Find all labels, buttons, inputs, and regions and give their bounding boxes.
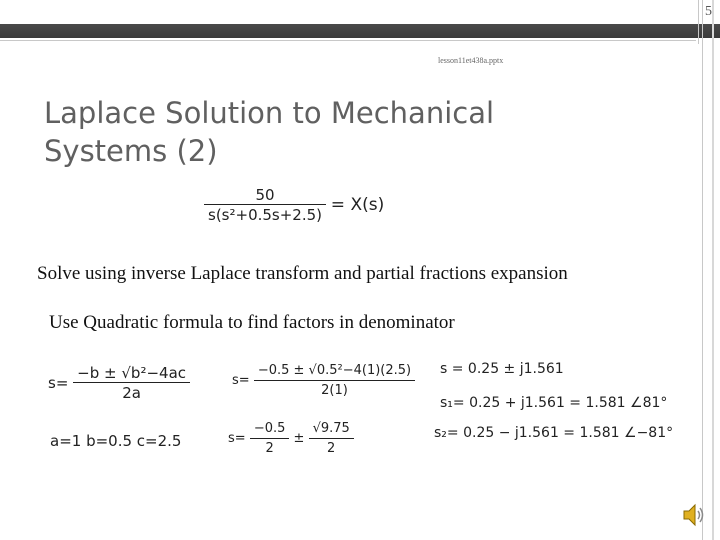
quadratic-formula [48, 364, 190, 402]
side-border [712, 0, 714, 540]
title-line-1: Laplace Solution to Mechanical [44, 96, 495, 130]
sub1-denominator: 2(1) [254, 380, 415, 400]
root-general: s = 0.25 ± j1.561 [440, 361, 564, 377]
bullet-quadratic: Use Quadratic formula to find factors in denominator [49, 312, 455, 333]
sub2-numerator-2: √9.75 [312, 421, 350, 436]
main-equation [204, 186, 384, 224]
side-border [702, 0, 703, 540]
slide-title [44, 94, 644, 170]
sub2-denominator-1: 2 [250, 438, 290, 458]
quad-lhs: s= [48, 374, 69, 392]
sub2-numerator-1: −0.5 [253, 421, 286, 436]
quad-fraction [73, 364, 190, 402]
main-numerator: 50 [255, 186, 275, 204]
top-bar [0, 24, 720, 38]
bullet-solve: Solve using inverse Laplace transform and partial fractions expansion [37, 263, 568, 284]
quad-denominator: 2a [73, 382, 190, 402]
sub2-denominator-2: 2 [309, 438, 354, 458]
main-fraction [204, 186, 326, 224]
divider-line [0, 40, 696, 41]
sub2-lhs: s= [228, 431, 246, 446]
sub2-fraction-2 [309, 420, 354, 458]
sub1-numerator: −0.5 ± √0.5²−4(1)(2.5) [257, 363, 412, 378]
divider-line [698, 0, 699, 44]
substitution-1 [232, 362, 415, 400]
sub1-lhs: s= [232, 373, 250, 388]
root-s2: s₂= 0.25 − j1.561 = 1.581 ∠−81° [434, 425, 674, 441]
slide-number: 5 [705, 4, 712, 19]
main-denominator: s(s²+0.5s+2.5) [204, 204, 326, 224]
speaker-icon[interactable] [682, 502, 706, 528]
root-s1: s₁= 0.25 + j1.561 = 1.581 ∠81° [440, 395, 668, 411]
file-name: lesson11et438a.pptx [438, 56, 504, 65]
main-rhs: = X(s) [330, 195, 385, 215]
sub2-fraction-1 [250, 420, 290, 458]
coefficients: a=1 b=0.5 c=2.5 [50, 432, 182, 450]
sub1-fraction [254, 362, 415, 400]
substitution-2 [228, 420, 354, 458]
quad-numerator: −b ± √b²−4ac [77, 364, 187, 382]
sub2-plus-minus: ± [293, 431, 305, 446]
title-line-2: Systems (2) [44, 134, 218, 168]
